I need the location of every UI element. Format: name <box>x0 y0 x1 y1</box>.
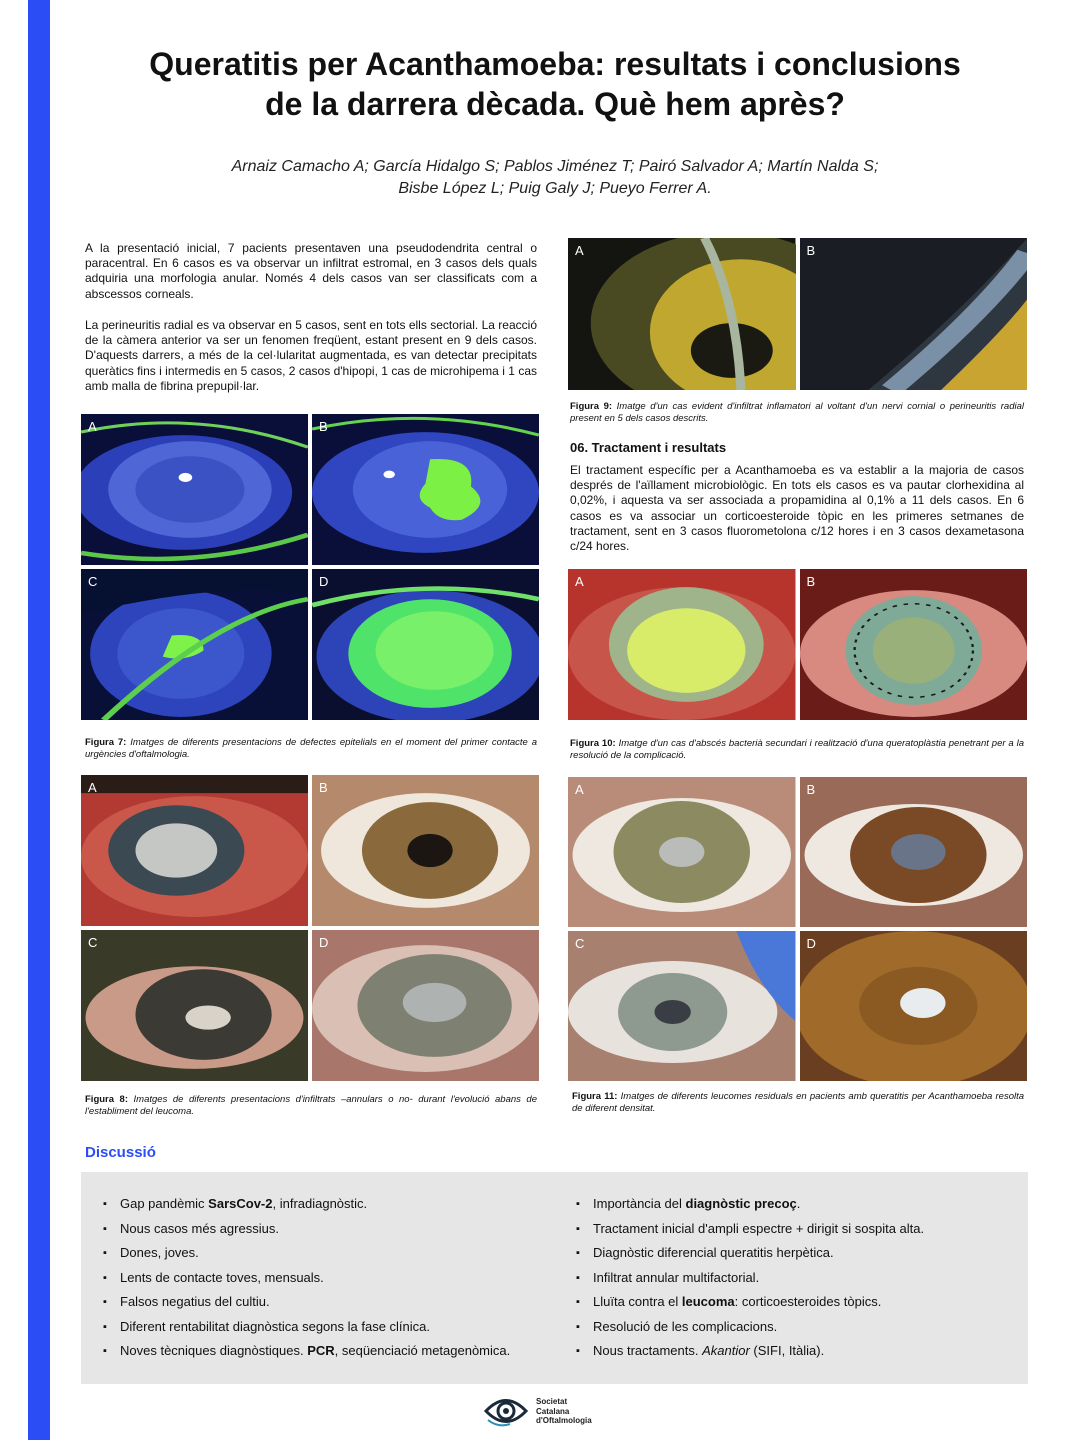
logo-line-3: d'Oftalmologia <box>536 1416 592 1425</box>
title-line-2: de la darrera dècada. Què hem après? <box>265 86 845 122</box>
logo-line-2: Catalana <box>536 1406 570 1416</box>
discussion-item: ▪ Importància del diagnòstic precoç. <box>576 1192 1016 1217</box>
figure-8-photo-d <box>312 930 539 1081</box>
figure-11-grid <box>568 777 1027 1081</box>
figure-8-label-d: D <box>319 935 329 950</box>
figure-11-caption <box>572 1091 1024 1115</box>
figure-10-label-b: B <box>806 574 816 589</box>
figure-9-caption-number: Figura 9: <box>570 401 613 412</box>
figure-7-photo-a <box>81 414 308 565</box>
title-line-1: Queratitis per Acanthamoeba: resultats i conclusions <box>149 46 961 82</box>
figure-11-label-c: C <box>575 936 585 951</box>
figure-7-photo-d <box>312 569 539 720</box>
figure-9-label-a: A <box>575 243 584 258</box>
figure-9-grid <box>568 238 1027 390</box>
figure-8-label-b: B <box>319 780 328 795</box>
figure-11-photo-d <box>800 931 1028 1081</box>
figure-8-caption-number: Figura 8: <box>85 1094 129 1105</box>
figure-9-label-b: B <box>806 243 816 258</box>
discussion-item: ▪ Resolució de les complicacions. <box>576 1315 1016 1340</box>
figure-10-label-a: A <box>575 574 584 589</box>
discussion-item: ▪ Noves tècniques diagnòstiques. PCR, seqüenciació metagenòmica. <box>103 1339 553 1364</box>
figure-7-label-c: C <box>88 574 98 589</box>
logo-line-1: Societat <box>536 1397 568 1406</box>
figure-10-grid <box>568 569 1027 720</box>
discussion-right-list <box>576 1192 1016 1364</box>
figure-7-label-b: B <box>319 419 328 434</box>
figure-9-photo-b <box>800 238 1028 390</box>
figure-10-photo-b <box>800 569 1028 720</box>
figure-11-label-a: A <box>575 782 584 797</box>
figure-8-label-c: C <box>88 935 98 950</box>
figure-7-photo-c <box>81 569 308 720</box>
figure-11-caption-number: Figura 11: <box>572 1091 618 1102</box>
figure-11-photo-a <box>568 777 796 927</box>
eye-logo-icon <box>484 1394 528 1428</box>
figure-11-caption-text: Imatges de diferents leucomes residuals en pacients amb queratitis per Acanthamoeba resolta de diferent densitat. <box>572 1091 1025 1114</box>
figure-7-label-a: A <box>88 419 97 434</box>
figure-9-caption-text: Imatge d'un cas evident d'infiltrat inflamatori al voltant d'un nervi cornial o perineuritis radial present en 5 dels casos descrits. <box>570 401 1024 424</box>
treatment-text: El tractament específic per a Acanthamoeba es va establir a la majoria de casos després de l'aïllament microbiològic. En tots els casos es va pautar clorhexidina al 0,02%, i aquesta va ser associada a propamidina al 0,1% a 11 dels casos. En 6 casos es va associar un corticoesteroide tòpic en les primeres setmanes de tractament, sent en 3 casos fluorometolona c/12 hores i en 3 casos dexametasona c/24 hores. <box>570 463 1024 554</box>
treatment-heading: 06. Tractament i resultats <box>570 440 727 455</box>
figure-9-caption <box>570 401 1024 425</box>
discussion-item: ▪ Diferent rentabilitat diagnòstica segons la fase clínica. <box>103 1315 553 1340</box>
logo-text <box>536 1397 592 1426</box>
discussion-item: ▪ Nous tractaments. Akantior (SIFI, Itàlia). <box>576 1339 1016 1364</box>
figure-7-caption-number: Figura 7: <box>85 737 127 748</box>
figure-7-photo-b <box>312 414 539 565</box>
intro-paragraph-1: A la presentació inicial, 7 pacients presentaven una pseudodendrita central o paracentral. En 6 casos es va observar un infiltrat estromal, en 3 casos dels quals adquiria una morfologia anular. Només 4 dels casos van ser classificats com a abscessos corneals. <box>85 241 537 301</box>
figure-9-photo-a <box>568 238 796 390</box>
discussion-item: ▪ Lluïta contra el leucoma: corticoesteroides tòpics. <box>576 1290 1016 1315</box>
figure-10-caption-text: Imatge d'un cas d'abscés bacterià secundari i realització d'una queratoplàstia penetrant per a la resolució de la complicació. <box>570 738 1024 761</box>
discussion-title: Discussió <box>85 1144 156 1161</box>
discussion-item: ▪ Nous casos més agressius. <box>103 1217 553 1242</box>
figure-7-caption-text: Imatges de diferents presentacions de defectes epitelials en el moment del primer contacte a urgències d'oftalmologia. <box>85 737 537 760</box>
authors <box>160 156 950 200</box>
discussion-left-list <box>103 1192 553 1364</box>
figure-8-caption-text: Imatges de diferents presentacions d'infiltrats –annulars o no- durant l'evolució abans de l'establiment del leucoma. <box>85 1094 538 1117</box>
discussion-box <box>81 1172 1028 1384</box>
discussion-item: ▪ Lents de contacte toves, mensuals. <box>103 1266 553 1291</box>
figure-8-photo-a <box>81 775 308 926</box>
poster-title <box>95 44 1015 124</box>
figure-8-label-a: A <box>88 780 97 795</box>
figure-7-caption <box>85 737 537 761</box>
figure-8-grid <box>81 775 539 1081</box>
discussion-item: ▪ Falsos negatius del cultiu. <box>103 1290 553 1315</box>
figure-8-photo-c <box>81 930 308 1081</box>
society-logo <box>484 1392 614 1432</box>
discussion-item: ▪ Diagnòstic diferencial queratitis herpètica. <box>576 1241 1016 1266</box>
authors-line-2: Bisbe López L; Puig Galy J; Pueyo Ferrer A. <box>398 180 712 197</box>
figure-8-caption <box>85 1094 537 1118</box>
figure-7-grid <box>81 414 539 720</box>
discussion-item: ▪ Gap pandèmic SarsCov-2, infradiagnòstic. <box>103 1192 553 1217</box>
discussion-item: ▪ Infiltrat annular multifactorial. <box>576 1266 1016 1291</box>
figure-10-photo-a <box>568 569 796 720</box>
discussion-item: ▪ Dones, joves. <box>103 1241 553 1266</box>
authors-line-1: Arnaiz Camacho A; García Hidalgo S; Pablos Jiménez T; Pairó Salvador A; Martín Nalda S; <box>231 158 879 175</box>
figure-10-caption <box>570 738 1024 762</box>
intro-paragraph-2: La perineuritis radial es va observar en 5 casos, sent en tots ells sectorial. La reacció de la càmera anterior va ser un fenomen freqüent, estant present en 9 dels casos. D'aquests darrers, a més de la cel·lularitat augmentada, es van detectar precipitats queràtics fins i intermedis en 5 casos, 2 casos d'hipopi, 1 cas de microhipema i 1 cas amb malla de fibrina prepupil·lar. <box>85 318 537 393</box>
figure-8-photo-b <box>312 775 539 926</box>
discussion-item: ▪ Tractament inicial d'ampli espectre + dirigit si sospita alta. <box>576 1217 1016 1242</box>
figure-11-label-d: D <box>806 936 816 951</box>
side-accent-bar <box>28 0 50 1440</box>
figure-11-photo-b <box>800 777 1028 927</box>
figure-7-label-d: D <box>319 574 329 589</box>
figure-11-photo-c <box>568 931 796 1081</box>
figure-10-caption-number: Figura 10: <box>570 738 616 749</box>
figure-11-label-b: B <box>806 782 816 797</box>
